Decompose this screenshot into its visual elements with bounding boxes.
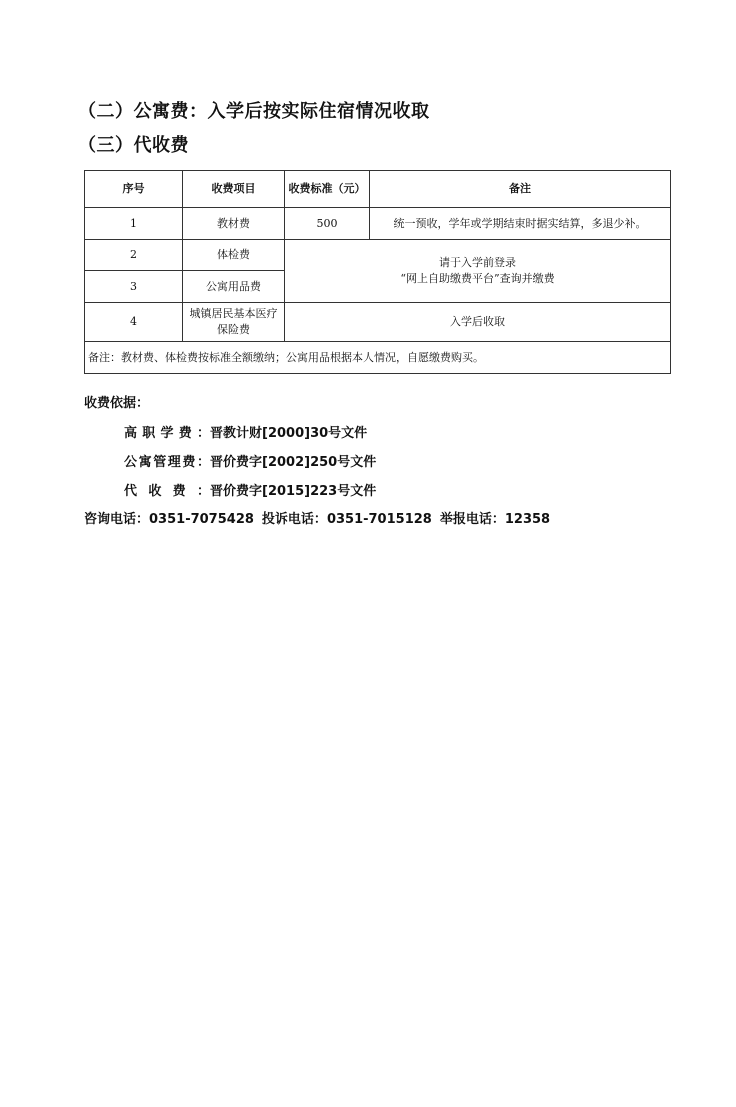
basis-value: 晋教计财[2000]30号文件 [210, 426, 368, 441]
row-item: 体检费 [183, 240, 285, 271]
consult-label: 咨询电话： [84, 512, 150, 527]
apartment-fee-heading: （二）公寓费：入学后按实际住宿情况收取 [78, 101, 430, 122]
basis-item [124, 451, 376, 470]
table-note: 备注：教材费、体检费按标准全额缴纳；公寓用品根据本人情况，自愿缴费购买。 [85, 342, 671, 374]
table-row [85, 208, 671, 240]
row-no: 3 [85, 271, 183, 303]
header-standard: 收费标准（元） [285, 171, 370, 208]
fee-table [84, 170, 671, 374]
row-item: 城镇居民基本医疗保险费 [183, 303, 285, 342]
merged-remark-line1: 请于入学前登录 [439, 256, 516, 269]
merged-remark-cell [285, 240, 671, 303]
agency-fee-heading: （三）代收费 [78, 135, 189, 156]
table-header-row [85, 171, 671, 208]
basis-label: 公寓管理费： [124, 455, 210, 470]
consult-number: 0351-7075428 [149, 512, 254, 527]
table-row [85, 240, 671, 271]
complaint-number: 0351-7015128 [326, 512, 432, 527]
basis-item [124, 480, 376, 499]
row-no: 1 [85, 208, 183, 240]
basis-value: 晋价费字[2002]250号文件 [210, 455, 377, 470]
table-note-row [85, 342, 671, 374]
merged-remark-line2: “网上自助缴费平台”查询并缴费 [400, 272, 555, 285]
row-item: 公寓用品费 [183, 271, 285, 303]
basis-value: 晋价费字[2015]223号文件 [210, 484, 377, 499]
report-number: 12358 [504, 512, 551, 527]
row-no: 4 [85, 303, 183, 342]
row-standard: 500 [285, 208, 370, 240]
row-remark: 入学后收取 [285, 303, 671, 342]
row-item: 教材费 [183, 208, 285, 240]
row-no: 2 [85, 240, 183, 271]
row-remark: 统一预收，学年或学期结束时据实结算，多退少补。 [370, 208, 671, 240]
header-remark: 备注 [370, 171, 671, 208]
table-row [85, 303, 671, 342]
header-item: 收费项目 [183, 171, 285, 208]
basis-item [124, 422, 367, 441]
contact-line [84, 508, 550, 527]
header-no: 序号 [85, 171, 183, 208]
basis-title: 收费依据： [84, 396, 150, 411]
complaint-label: 投诉电话： [261, 512, 327, 527]
basis-label: 代收费： [124, 484, 210, 499]
basis-label: 高职学费： [124, 426, 210, 441]
report-label: 举报电话： [439, 512, 505, 527]
